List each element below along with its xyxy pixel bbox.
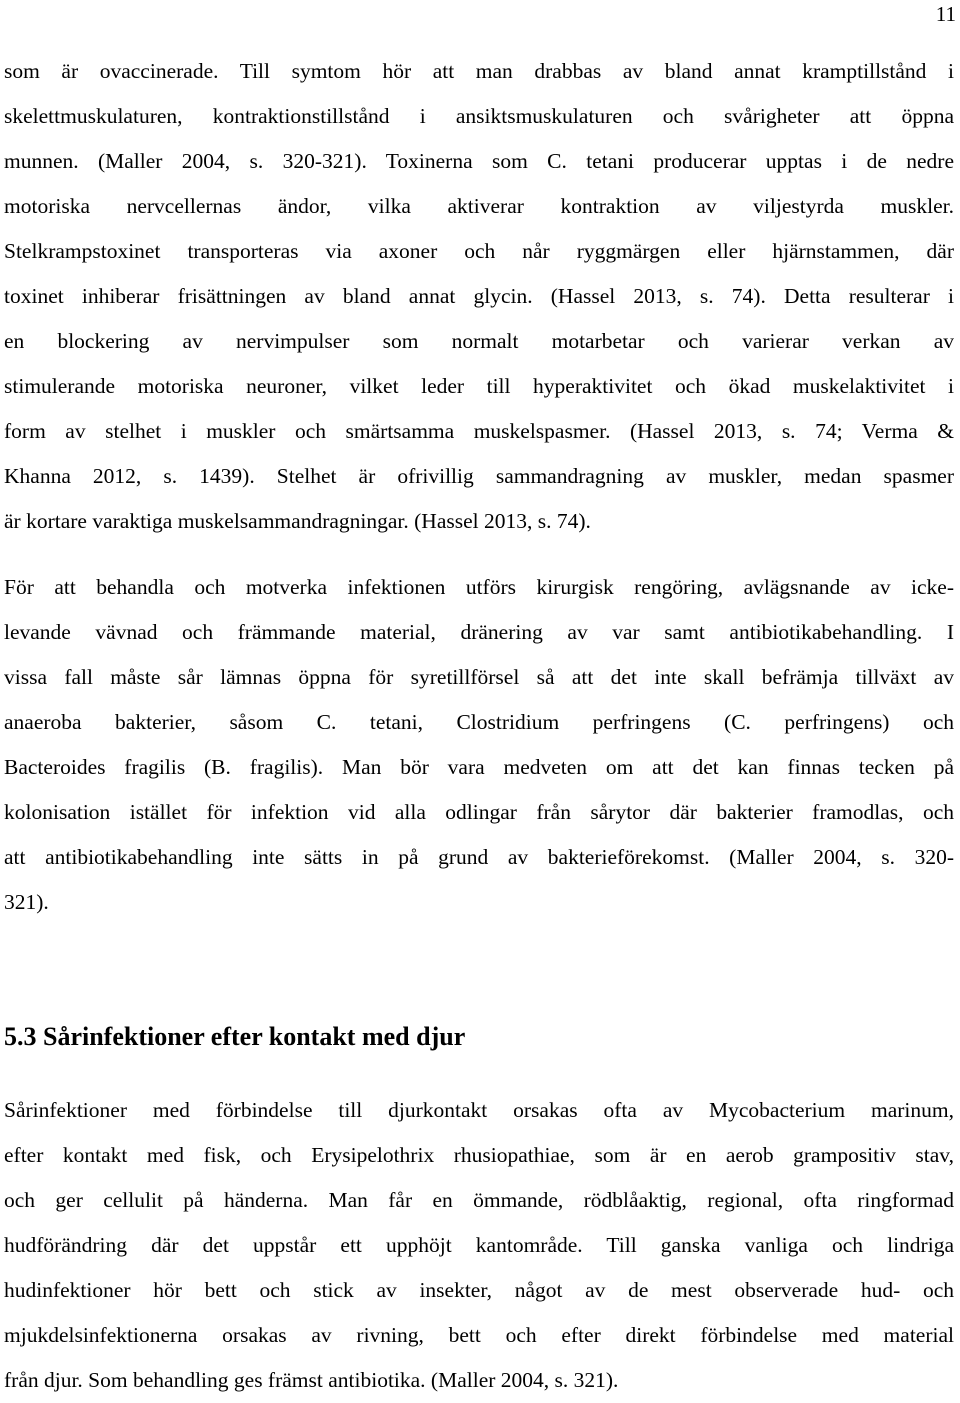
body-paragraph-1 — [4, 49, 954, 544]
text-line: munnen. (Maller 2004, s. 320-321). Toxinerna som C. tetani producerar upptas i de nedre — [4, 149, 954, 173]
text-line: motoriska nervcellernas ändor, vilka aktiverar kontraktion av viljestyrda muskler. — [4, 194, 954, 218]
text-line: skelettmuskulaturen, kontraktionstillstånd i ansiktsmuskulaturen och svårigheter att öppna — [4, 104, 954, 128]
text-line: stimulerande motoriska neuroner, vilket leder till hyperaktivitet och ökad muskelaktivitet i — [4, 374, 954, 398]
body-paragraph-2 — [4, 565, 954, 925]
text-line: form av stelhet i muskler och smärtsamma muskelspasmer. (Hassel 2013, s. 74; Verma & — [4, 419, 954, 443]
text-line: Sårinfektioner med förbindelse till djurkontakt orsakas ofta av Mycobacterium marinum, — [4, 1098, 954, 1122]
text-line: Stelkrampstoxinet transporteras via axoner och når ryggmärgen eller hjärnstammen, där — [4, 239, 954, 263]
text-line: 321). — [4, 890, 49, 914]
text-line: mjukdelsinfektionerna orsakas av rivning, bett och efter direkt förbindelse med material — [4, 1323, 954, 1347]
text-line: vissa fall måste sår lämnas öppna för syretillförsel så att det inte skall befrämja tillväxt av — [4, 665, 954, 689]
text-line: hudförändring där det uppstår ett upphöjt kantområde. Till ganska vanliga och lindriga — [4, 1233, 954, 1257]
text-line: Khanna 2012, s. 1439). Stelhet är ofrivillig sammandragning av muskler, medan spasmer — [4, 464, 954, 488]
body-paragraph-3 — [4, 1088, 954, 1403]
text-line: Bacteroides fragilis (B. fragilis). Man bör vara medveten om att det kan finnas tecken på — [4, 755, 954, 779]
text-line: anaeroba bakterier, såsom C. tetani, Clostridium perfringens (C. perfringens) och — [4, 710, 954, 734]
text-line: att antibiotikabehandling inte sätts in på grund av bakterieförekomst. (Maller 2004, s. 320- — [4, 845, 954, 869]
page-number: 11 — [935, 2, 956, 26]
text-line: som är ovaccinerade. Till symtom hör att man drabbas av bland annat kramptillstånd i — [4, 59, 954, 83]
text-line: och ger cellulit på händerna. Man får en ömmande, rödblåaktig, regional, ofta ringformad — [4, 1188, 954, 1212]
text-line: är kortare varaktiga muskelsammandragningar. (Hassel 2013, s. 74). — [4, 509, 591, 533]
text-line: från djur. Som behandling ges främst antibiotika. (Maller 2004, s. 321). — [4, 1368, 619, 1392]
text-line: en blockering av nervimpulser som normalt motarbetar och varierar verkan av — [4, 329, 954, 353]
text-line: levande vävnad och främmande material, dränering av var samt antibiotikabehandling. I — [4, 620, 954, 644]
text-line: kolonisation istället för infektion vid alla odlingar från sårytor där bakterier framodlas, och — [4, 800, 954, 824]
text-line: hudinfektioner hör bett och stick av insekter, något av de mest observerade hud- och — [4, 1278, 954, 1302]
section-heading: 5.3 Sårinfektioner efter kontakt med djur — [4, 1022, 466, 1051]
text-line: För att behandla och motverka infektionen utförs kirurgisk rengöring, avlägsnande av icke- — [4, 575, 954, 599]
text-line: efter kontakt med fisk, och Erysipelothrix rhusiopathiae, som är en aerob grampositiv stav, — [4, 1143, 954, 1167]
text-line: toxinet inhiberar frisättningen av bland annat glycin. (Hassel 2013, s. 74). Detta resulterar i — [4, 284, 954, 308]
